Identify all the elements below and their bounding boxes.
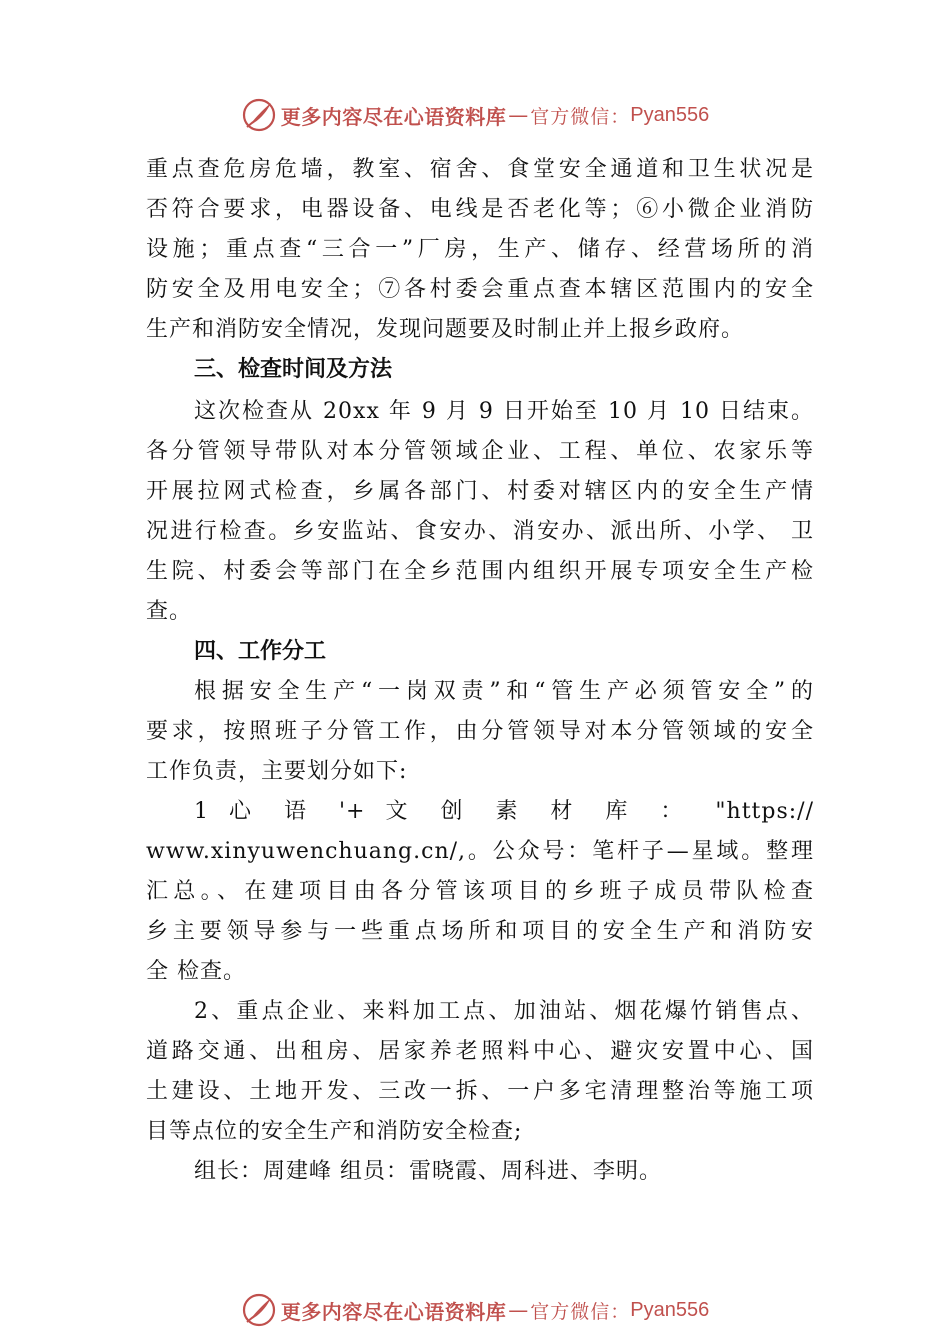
text-line: 道路交通、出租房、居家养老照料中心、避灾安置中心、国: [146, 1039, 814, 1064]
banner-dash: —: [508, 1298, 529, 1322]
text-line: 目等点位的安全生产和消防安全检查;: [146, 1119, 523, 1144]
text-line: 况进行检查。乡安监站、食安办、消安办、派出所、小学、 卫: [146, 519, 814, 544]
banner-wechat-id: Pyan556: [630, 103, 710, 126]
text-line: 生院、村委会等部门在全乡范围内组织开展专项安全生产检: [146, 559, 814, 584]
banner-sub-text: 官方微信：: [530, 1300, 631, 1323]
section-heading-4: 四、工作分工: [194, 639, 327, 664]
team-line: 组长：周建峰 组员：雷晓霞、周科进、李明。: [194, 1159, 662, 1184]
list-item-1: [146, 792, 814, 992]
header-banner: [0, 95, 950, 135]
footer-banner: [0, 1290, 950, 1330]
text-line: 否符合要求，电器设备、电线是否老化等；⑥小微企业消防: [146, 197, 814, 222]
text-line: 重点查危房危墙，教室、宿舍、食堂安全通道和卫生状况是: [146, 157, 814, 182]
banner-main-text: 更多内容尽在心语资料库: [280, 1299, 507, 1324]
banner-main-text: 更多内容尽在心语资料库: [280, 104, 507, 129]
text-line: 这次检查从 20xx 年 9 月 9 日开始至 10 月 10 日结束。: [194, 399, 814, 424]
text-line: 全 检查。: [146, 959, 246, 984]
paragraph-3: [146, 672, 814, 792]
text-line: 查。: [146, 599, 193, 624]
text-line: 防安全及用电安全；⑦各村委会重点查本辖区范围内的安全: [146, 277, 814, 302]
text-line: 生产和消防安全情况，发现问题要及时制止并上报乡政府。: [146, 317, 745, 342]
text-line: 根据安全生产“一岗双责”和“管生产必须管安全”的: [194, 679, 814, 704]
banner-dash: —: [508, 103, 529, 127]
text-line: 工作负责，主要划分如下:: [146, 759, 408, 784]
list-item-2: [146, 992, 814, 1152]
text-line: 开展拉网式检查，乡属各部门、村委对辖区内的安全生产情: [146, 479, 814, 504]
paragraph-1: [146, 150, 814, 350]
text-line: 乡主要领导参与一些重点场所和项目的安全生产和消防安: [146, 919, 814, 944]
text-line: 2、重点企业、来料加工点、加油站、烟花爆竹销售点、: [194, 999, 814, 1024]
text-line: 土建设、土地开发、三改一拆、一户多宅清理整治等施工项: [146, 1079, 814, 1104]
text-line: 各分管领导带队对本分管领域企业、工程、单位、农家乐等: [146, 439, 814, 464]
paragraph-2: [146, 392, 814, 632]
text-line: www.xinyuwenchuang.cn/,。公众号：笔杆子—星域。整理: [146, 839, 814, 864]
text-line: 1 心 语 '+ 文 创 素 材 库 ： "https://: [194, 799, 814, 824]
quill-logo-icon: [241, 97, 277, 133]
document-body: [146, 150, 814, 1192]
banner-sub-text: 官方微信：: [530, 105, 631, 128]
section-heading-3: 三、检查时间及方法: [194, 357, 393, 382]
text-line: 要求，按照班子分管工作，由分管领导对本分管领域的安全: [146, 719, 814, 744]
text-line: 汇总。、在建项目由各分管该项目的乡班子成员带队检查: [146, 879, 814, 904]
banner-wechat-id: Pyan556: [630, 1298, 710, 1321]
text-line: 设施；重点查“三合一”厂房，生产、储存、经营场所的消: [146, 237, 814, 262]
quill-logo-icon: [241, 1292, 277, 1328]
